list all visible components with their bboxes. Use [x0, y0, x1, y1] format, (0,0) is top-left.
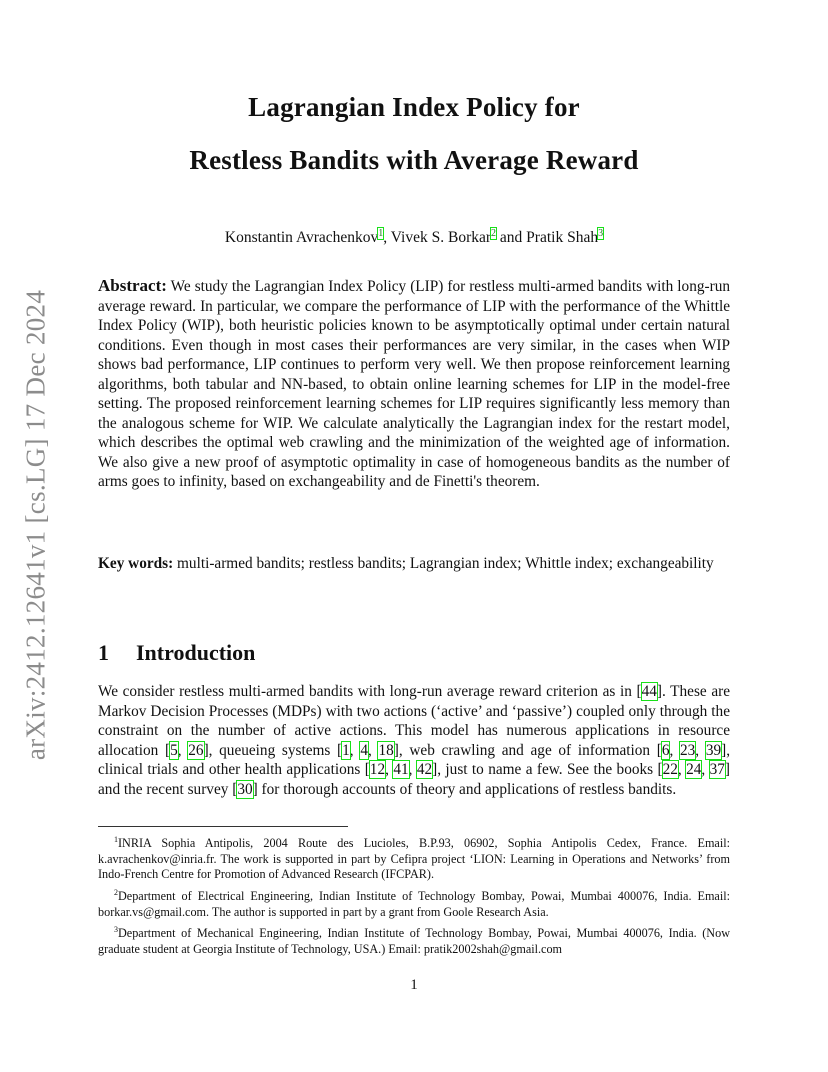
- page-number: 1: [410, 977, 418, 993]
- author-name: Vivek S. Borkar: [390, 229, 492, 247]
- intro-text: ]. These are Markov Decision Processes (MDPs) with two actions (‘active’ and ‘passive’) coupled only through the constraint on the number of active actions. This model has numerous applications in resource allocation [: [98, 683, 730, 759]
- footnote-text: Department of Electrical Engineering, Indian Institute of Technology Bombay, Powai, Mumbai 400076, India. Email: borkar.vs@gmail.com. The author is supported in part by a grant from Goole Research Asia.: [98, 888, 730, 919]
- citation-link[interactable]: 18: [378, 741, 394, 759]
- citation-link[interactable]: 12: [369, 761, 386, 778]
- footnote-rule: [98, 826, 348, 827]
- intro-text: ,: [408, 761, 417, 778]
- footnote-text: INRIA Sophia Antipolis, 2004 Route des Lucioles, B.P.93, 06902, Sophia Antipolis Cedex, France. Email: k.avrachenkov@inria.fr. The work is supported in part by Cefipra project ‘LION: Learning in Operations and Networks’ from Indo-French Centre for Promotion of Advanced Research (IFCPAR).: [98, 836, 730, 882]
- footnote: [98, 832, 730, 883]
- citation-link[interactable]: 24: [686, 761, 702, 778]
- abstract-text: We study the Lagrangian Index Policy (LIP) for restless multi-armed bandits with long-run average reward. In particular, we compare the performance of LIP with the performance of the Whittle Index Policy (WIP), both heuristic policies known to be asymptotically optimal under certain natural conditions. Even though in most cases their performances are very similar, in the cases when WIP shows bad performance, LIP continues to perform very well. We then propose reinforcement learning algorithms, both tabular and NN-based, to obtain online learning schemes for LIP in the model-free setting. The proposed reinforcement learning schemes for LIP requires significantly less memory than the analogous scheme for WIP. We calculate analytically the Lagrangian index for the restart model, which describes the optimal web crawling and the minimization of the weighted age of information. We also give a new proof of asymptotic optimality in case of homogeneous bandits as the number of arms goes to infinity, based on exchangeability and de Finetti's theorem.: [98, 278, 730, 490]
- intro-text: ,: [695, 741, 706, 759]
- section-title: Introduction: [136, 640, 256, 665]
- arxiv-stamp: [14, 290, 58, 760]
- author-list: [98, 228, 730, 247]
- author-name: Pratik Shah: [526, 229, 599, 247]
- intro-text: ,: [701, 761, 710, 778]
- intro-text: ,: [669, 741, 680, 759]
- citation-link[interactable]: 23: [680, 741, 696, 759]
- citation-link[interactable]: 42: [416, 761, 433, 778]
- footnote-mark-link[interactable]: 2: [491, 228, 497, 239]
- citation-link[interactable]: 41: [393, 761, 409, 778]
- citation-link[interactable]: 44: [641, 683, 657, 700]
- intro-text: ,: [177, 741, 189, 759]
- citation-link[interactable]: 6: [661, 741, 670, 759]
- citation-link[interactable]: 5: [170, 741, 178, 759]
- author-separator: and: [496, 229, 527, 247]
- citation-link[interactable]: 22: [662, 761, 678, 778]
- intro-text: ] and the recent survey [: [98, 761, 731, 798]
- author-name: Konstantin Avrachenkov: [224, 229, 379, 247]
- footnote-mark-link[interactable]: 3: [598, 228, 604, 239]
- abstract: [98, 276, 730, 492]
- abstract-label: Abstract:: [98, 276, 167, 295]
- footnote: [98, 885, 730, 920]
- arxiv-stamp-text: arXiv:2412.12641v1 [cs.LG] 17 Dec 2024: [20, 289, 51, 761]
- citation-link[interactable]: 39: [705, 741, 722, 759]
- footnote-text: Department of Mechanical Engineering, Indian Institute of Technology Bombay, Powai, Mumbai 400076, India. (Now graduate student at Georgia Institute of Technology, USA.) Email: pratik2002shah@gmail.com: [98, 926, 730, 956]
- intro-text: ], queueing systems [: [203, 741, 343, 759]
- footnote-mark: 1: [114, 835, 118, 844]
- citation-link[interactable]: 30: [237, 780, 253, 798]
- citation-link[interactable]: 37: [709, 761, 725, 778]
- intro-text: ], clinical trials and other health applications [: [98, 741, 731, 778]
- paper-title-line-2: Restless Bandits with Average Reward: [189, 145, 639, 175]
- footnote-mark: 2: [114, 887, 118, 897]
- intro-text: ], just to name a few. See the books [: [432, 761, 663, 778]
- footnote: [98, 922, 730, 957]
- paper-title-line-1: Lagrangian Index Policy for: [248, 92, 580, 122]
- citation-link[interactable]: 1: [342, 741, 350, 759]
- section-number: 1: [98, 640, 109, 665]
- intro-text: ,: [677, 761, 687, 778]
- intro-text: ,: [349, 741, 361, 759]
- footnotes: [98, 832, 730, 959]
- keywords-label: Key words:: [98, 555, 174, 572]
- citation-link[interactable]: 4: [360, 741, 368, 759]
- section-heading: [98, 640, 255, 666]
- intro-text: We consider restless multi-armed bandits with long-run average reward criterion as in [: [98, 683, 642, 700]
- intro-text: ,: [385, 761, 394, 778]
- citation-link[interactable]: 26: [188, 741, 204, 759]
- footnote-mark: 3: [114, 925, 118, 935]
- intro-text: ,: [367, 741, 379, 759]
- intro-paragraph: [98, 682, 730, 799]
- intro-text: ] for thorough accounts of theory and applications of restless bandits.: [252, 780, 677, 798]
- keywords: [98, 554, 730, 574]
- intro-text: ], web crawling and age of information [: [393, 741, 662, 759]
- footnote-mark-link[interactable]: 1: [378, 228, 384, 239]
- author-separator: ,: [383, 229, 391, 247]
- keywords-text: multi-armed bandits; restless bandits; Lagrangian index; Whittle index; exchangeability: [177, 555, 714, 572]
